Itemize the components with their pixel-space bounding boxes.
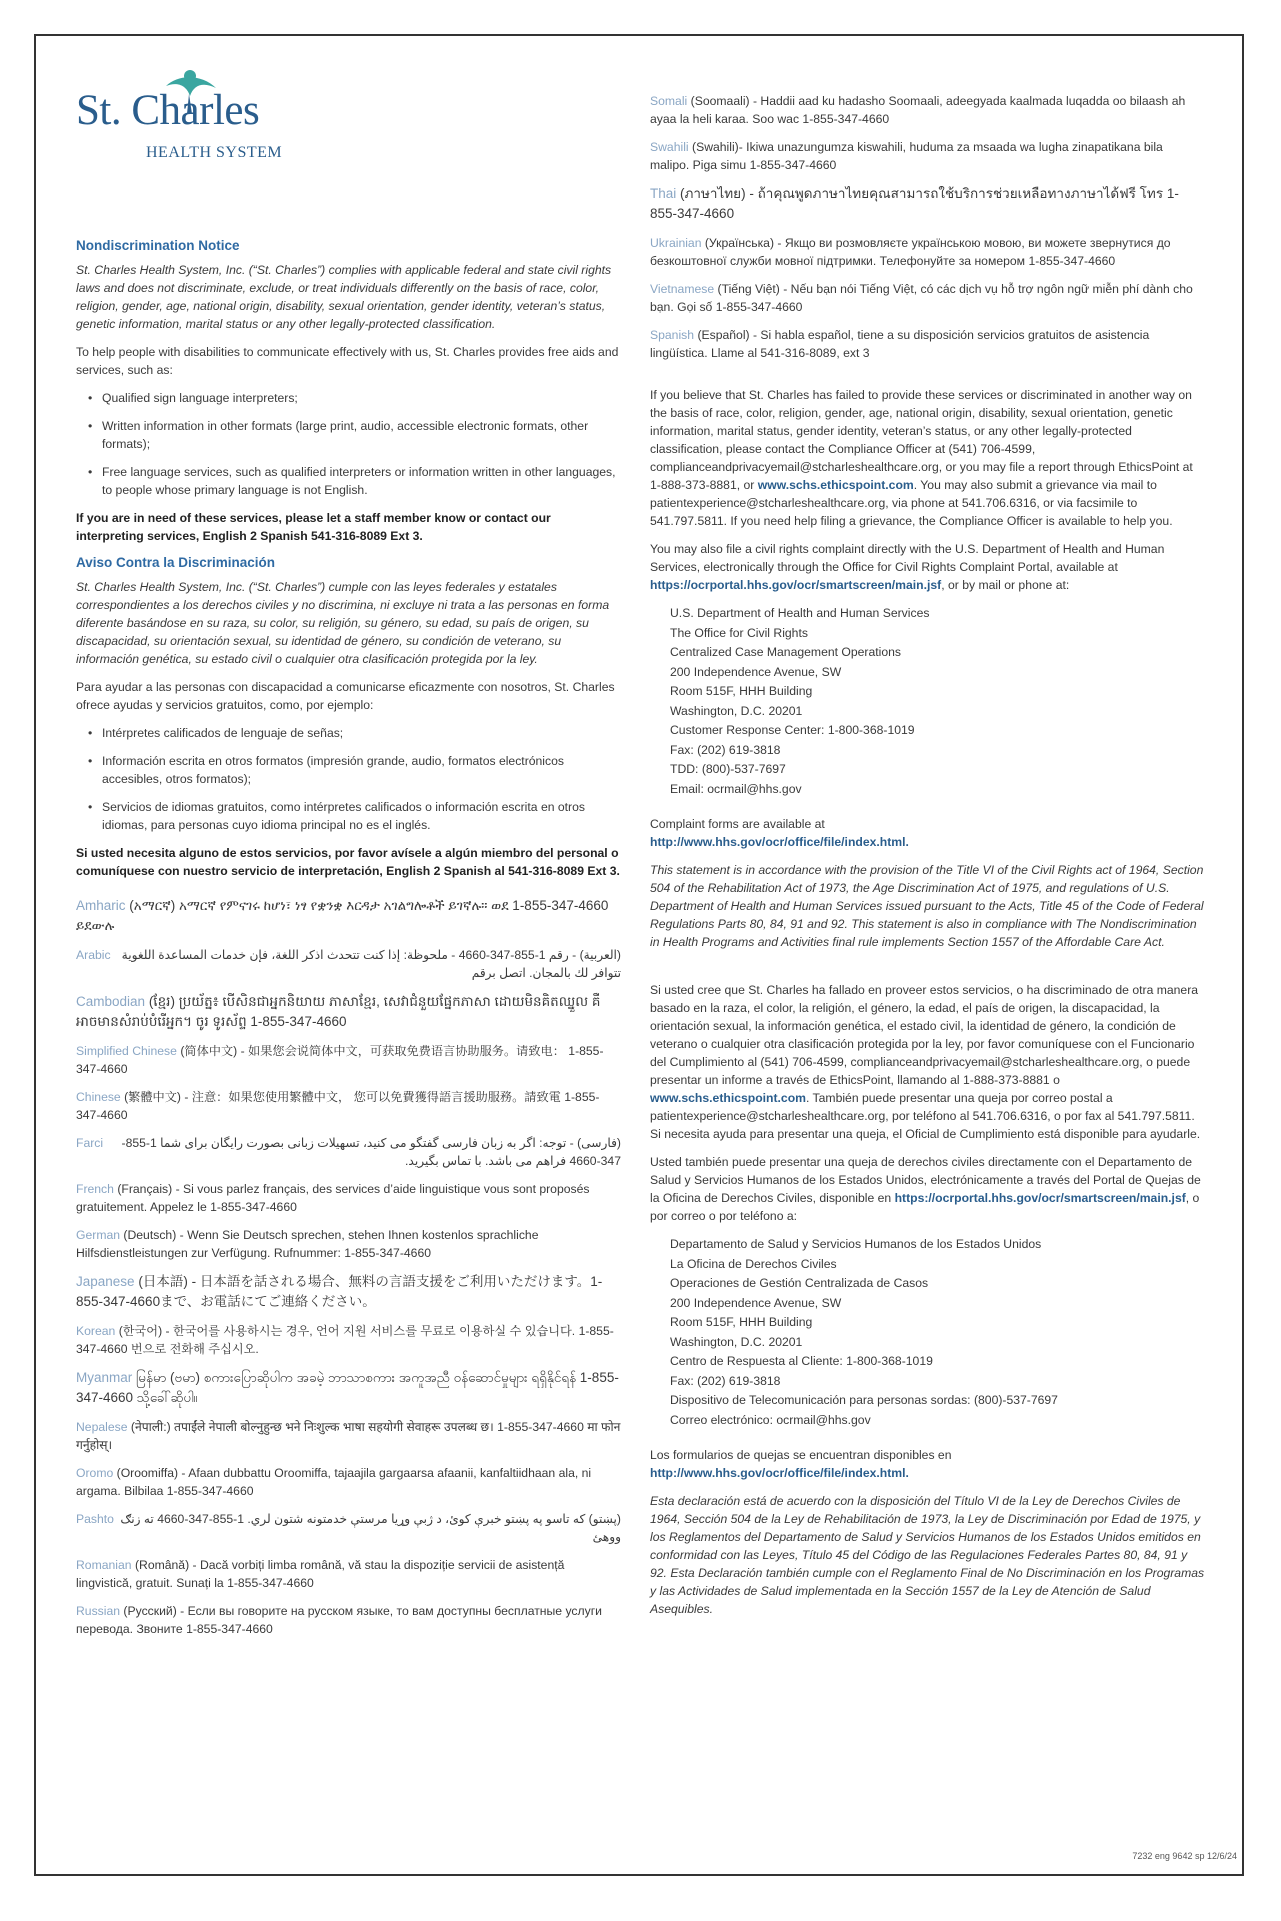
hhs-es-text: Usted también puede presentar una queja de derechos civiles directamente con el Departamento de Salud y Servicios Humanos de los Estados Unidos, electrónicamente a través del Portal de Quejas de la Oficina de Derechos Civiles, disponible en [650, 1155, 1201, 1205]
address-line: Washington, D.C. 20201 [670, 703, 803, 718]
language-notice-japanese [76, 1272, 621, 1312]
language-notice-cambodian [76, 992, 621, 1032]
ocr-portal-link[interactable]: https://ocrportal.hhs.gov/ocr/smartscreen/main.jsf [650, 578, 942, 592]
hhs-address-es [650, 1235, 1205, 1430]
forms-es-link[interactable]: http://www.hhs.gov/ocr/office/file/index.html. [650, 1466, 909, 1480]
language-name: Chinese [76, 1090, 121, 1104]
language-text: (پښتو) که تاسو په پښتو خبرې کوئ، د ژبې وړیا مرستې خدمتونه شتون لري. 1-855-347-4660 ته زنګ ووهئ [120, 1512, 621, 1544]
language-text: (Русский) - Если вы говорите на русском языке, то вам доступны бесплатные услуги перевода. Звоните 1-855-347-4660 [76, 1604, 602, 1636]
hhs-es-text-end: , o por correo o por teléfono a: [650, 1191, 1200, 1223]
language-name: Vietnamese [650, 282, 715, 296]
forms-es-label: Los formularios de quejas se encuentran disponibles en [650, 1448, 952, 1462]
language-name: Spanish [650, 328, 695, 342]
list-item: • Qualified sign language interpreters; [88, 389, 621, 407]
language-name: Arabic [76, 948, 111, 962]
ethicspoint-link[interactable]: www.schs.ethicspoint.com [757, 478, 914, 492]
language-text: (Deutsch) - Wenn Sie Deutsch sprechen, stehen Ihnen kostenlos sprachliche Hilfsdienstleistungen zur Verfügung. Rufnummer: 1-855-347-4660 [76, 1228, 539, 1260]
language-list-right [650, 92, 1205, 362]
language-name: Swahili [650, 140, 689, 154]
language-notice-ukrainian [650, 234, 1205, 270]
language-text: (Українська) - Якщо ви розмовляєте українською мовою, ви можете звернутися до безкоштовної служби мовної підтримки. Телефонуйте за номером 1-855-347-4660 [650, 236, 1171, 268]
language-name: Cambodian [76, 994, 146, 1009]
language-notice-swahili [650, 138, 1205, 174]
language-name: Nepalese [76, 1420, 128, 1434]
language-notice-pashto [76, 1510, 621, 1546]
address-line: Washington, D.C. 20201 [670, 1334, 803, 1349]
forms-en [650, 815, 1205, 851]
grievance-en-text-end: . You may also submit a grievance via mail to patientexperience@stcharleshealthcare.org, via phone at 541.706.6316, or via facsimile to 541.797.5811. If you need help filing a grievance, the Compliance Officer is available to help you. [650, 478, 1173, 528]
forms-es [650, 1446, 1205, 1482]
language-name: Korean [76, 1324, 116, 1338]
st-charles-logo [76, 60, 621, 170]
forms-en-label: Complaint forms are available at [650, 817, 825, 831]
address-line: Centro de Respuesta al Cliente: 1-800-368-1019 [670, 1354, 933, 1368]
heading-aviso: Aviso Contra la Discriminación [76, 555, 276, 570]
address-line: 200 Independence Avenue, SW [670, 664, 842, 679]
brand-tagline: HEALTH SYSTEM [146, 144, 283, 161]
forms-en-link[interactable]: http://www.hhs.gov/ocr/office/file/index.html. [650, 835, 909, 849]
language-name: Russian [76, 1604, 121, 1618]
language-text: (አማርኛ) አማርኛ የምናገሩ ከሆነ፣ ነፃ የቋንቋ እርዳታ አገልግሎቶች ይገኛሉ። ወደ 1-855-347-4660 ይደውሉ [76, 898, 609, 933]
language-notice-amharic [76, 896, 621, 936]
address-line: Email: ocrmail@hhs.gov [670, 781, 802, 796]
language-name: Romanian [76, 1558, 132, 1572]
language-notice-nepalese [76, 1418, 621, 1454]
spanish-contact: Si usted necesita alguno de estos servicios, por favor avísele a algún miembro del personal o comuníquese con nuestro servicio de interpretación, English 2 Spanish al 541-316-8089 Ext 3. [76, 846, 620, 878]
hhs-en-text-end: , or by mail or phone at: [941, 578, 1070, 592]
address-line: Centralized Case Management Operations [670, 645, 902, 659]
address-line: Correo electrónico: ocrmail@hhs.gov [670, 1412, 871, 1427]
heading-nondiscrimination: Nondiscrimination Notice [76, 238, 240, 253]
language-notice-german [76, 1226, 621, 1262]
address-line: TDD: (800)-537-7697 [670, 762, 786, 776]
list-item: • Written information in other formats (large print, audio, accessible electronic formats, other formats); [88, 417, 621, 453]
language-notice-spanish [650, 326, 1205, 362]
hhs-en-paragraph [650, 540, 1205, 594]
language-text: (नेपाली:) तपाईंले नेपाली बोल्नुहुन्छ भने निःशुल्क भाषा सहयोगी सेवाहरू उपलब्ध छ। 1-855-347-4660 मा फोन गर्नुहोस्। [76, 1420, 621, 1452]
address-line: Fax: (202) 619-3818 [670, 742, 781, 757]
language-notice-arabic [76, 946, 621, 982]
language-name: Ukrainian [650, 236, 702, 250]
hhs-address-en [650, 604, 1205, 799]
english-contact: If you are in need of these services, please let a staff member know or contact our interpreting services, English 2 Spanish 541-316-8089 Ext 3. [76, 511, 551, 543]
language-text: (Soomaali) - Haddii aad ku hadasho Soomaali, adeegyada kaalmada luqadda oo bilaash ah ayaa la heli karaa. Soo wac 1-855-347-4660 [650, 94, 1186, 126]
statement-en: This statement is in accordance with the provision of the Title VI of the Civil Rights act of 1964, Section 504 of the Rehabilitation Act of 1973, the Age Discrimination Act of 1975, and regulations of U.S. Department of Health and Human Services issued pursuant to the Acts, Title 45 of the Code of Federal Regulations Parts 80, 84, 91 and 92. This statement is also in compliance with The Nondiscrimination in Health Programs and Activities final rule implements Section 1557 of the Affordable Care Act. [650, 863, 1204, 949]
language-text: (فارسی) - توجه: اگر به زبان فارسی گفتگو می کنید، تسهیلات زبانی بصورت رایگان برای شما 1-855-347-4660 فراهم می باشد. با تماس بگیرید. [121, 1136, 621, 1168]
language-notice-simplified-chinese [76, 1042, 621, 1078]
language-name: Myanmar [76, 1370, 133, 1385]
language-name: Pashto [76, 1512, 114, 1526]
spanish-aids: Para ayudar a las personas con discapacidad a comunicarse eficazmente con nosotros, St. Charles ofrece ayudas y servicios gratuitos, como, por ejemplo: [76, 680, 615, 712]
left-column [76, 60, 621, 1648]
address-line: La Oficina de Derechos Civiles [670, 1256, 837, 1271]
language-notice-french [76, 1180, 621, 1216]
english-intro: St. Charles Health System, Inc. (“St. Charles”) complies with applicable federal and state civil rights laws and does not discriminate, exclude, or treat individuals differently on the basis of race, color, religion, gender, age, national origin, disability, sexual orientation, gender identity, veteran’s status, genetic information, marital status or any other legally-protected classification. [76, 263, 612, 331]
address-line: The Office for Civil Rights [670, 625, 808, 640]
language-name: German [76, 1228, 121, 1242]
address-line: Customer Response Center: 1-800-368-1019 [670, 723, 915, 737]
language-text: (ខ្មែរ) ប្រយ័ត្ន៖ បើសិនជាអ្នកនិយាយ ភាសាខ្មែរ, សេវាជំនួយផ្នែកភាសា ដោយមិនគិតឈ្នួល គឺអាចមានសំរាប់បំរើអ្នក។ ចូរ ទូរស័ព្ទ 1-855-347-4660 [76, 994, 601, 1029]
address-line: Departamento de Salud y Servicios Humanos de los Estados Unidos [670, 1237, 1042, 1251]
language-text: (Français) - Si vous parlez français, des services d’aide linguistique vous sont proposés gratuitement. Appelez le 1-855-347-4660 [76, 1182, 590, 1214]
language-text: (العربية) - رقم 1-855-347-4660 - ملحوظة: إذا كنت تتحدث اذكر اللغة، فإن خدمات المساعدة اللغوية تتوافر لك بالمجان. اتصل برقم [121, 948, 621, 980]
language-notice-oromo [76, 1464, 621, 1500]
language-notice-vietnamese [650, 280, 1205, 316]
grievance-es-paragraph [650, 981, 1205, 1143]
grievance-es-text: Si usted cree que St. Charles ha fallado en proveer estos servicios, o ha discriminado de otra manera basado en la raza, el color, la religión, el género, la edad, el país de origen, la discapacidad, la orientación sexual, la información genética, el estado civil, la identidad de género, la condición de veterano o cualquier otra clasificación protegida por la ley, por favor comuníquese con el Funcionario del Cumplimiento al (541) 706-4599, complianceandprivacyemail@stcharleshealthcare.org, o puede presentar un informe a través de EthicsPoint, llamando al 1-888-373-8881 o [650, 983, 1199, 1087]
form-code: 7232 eng 9642 sp 12/6/24 [1132, 1851, 1237, 1861]
statement-es: Esta declaración está de acuerdo con la disposición del Título VI de la Ley de Derechos Civiles de 1964, Sección 504 de la Ley de Rehabilitación de 1973, la Ley de Discriminación por Edad de 1975, y los Reglamentos del Departamento de Salud y Servicios Humanos de los Estados Unidos emitidos en conformidad con las Leyes, Título 45 del Código de las Regulaciones Federales Partes 80, 84, 91 y 92. Esta Declaración también cumple con el Reglamento Final de No Discriminación en los Programas y las Actividades de Salud implementada en la Sección 1557 de la Ley de Atención de Salud Asequibles. [650, 1494, 1205, 1616]
grievance-es-text-end: . También puede presentar una queja por correo postal a patientexperience@stcharleshealthcare.org, por teléfono al 541.706.6316, o por fax al 541.797.5811. Si necesita ayuda para presentar una queja, el Oficial de Cumplimiento está disponible para ayudarle. [650, 1091, 1201, 1141]
address-line: Dispositivo de Telecomunicación para personas sordas: (800)-537-7697 [670, 1393, 1058, 1407]
language-notice-myanmar [76, 1368, 621, 1408]
language-text: (Tiếng Việt) - Nếu bạn nói Tiếng Việt, có các dịch vụ hỗ trợ ngôn ngữ miễn phí dành cho bạn. Gọi số 1-855-347-4660 [650, 282, 1193, 314]
address-line: U.S. Department of Health and Human Services [670, 606, 930, 620]
language-text: (简体中文) - 如果您会说简体中文，可获取免费语言协助服务。请致电： 1-855-347-4660 [76, 1044, 604, 1076]
right-column [650, 92, 1205, 1628]
list-item: • Free language services, such as qualified interpreters or information written in other languages, to people whose primary language is not English. [88, 463, 621, 499]
language-name: Amharic [76, 898, 126, 913]
english-aids: To help people with disabilities to communicate effectively with us, St. Charles provides free aids and services, such as: [76, 345, 619, 377]
brand-name: St. Charles [76, 87, 260, 134]
language-notice-somali [650, 92, 1205, 128]
spanish-bullets [76, 724, 621, 834]
address-line: Room 515F, HHH Building [670, 684, 813, 698]
address-line: 200 Independence Avenue, SW [670, 1295, 842, 1310]
language-name: Thai [650, 186, 677, 201]
ocr-portal-link-es[interactable]: https://ocrportal.hhs.gov/ocr/smartscreen/main.jsf [894, 1191, 1186, 1205]
address-line: Room 515F, HHH Building [670, 1315, 813, 1329]
list-item: • Servicios de idiomas gratuitos, como intérpretes calificados o información escrita en otros idiomas, para personas cuyo idioma principal no es el inglés. [88, 798, 621, 834]
language-text: (ภาษาไทย) - ถ้าคุณพูดภาษาไทยคุณสามารถใช้บริการช่วยเหลือทางภาษาได้ฟรี โทร 1-855-347-4660 [650, 186, 1179, 221]
english-bullets [76, 389, 621, 499]
ethicspoint-link-es[interactable]: www.schs.ethicspoint.com [650, 1091, 806, 1105]
language-name: Farci [76, 1136, 104, 1150]
language-name: Simplified Chinese [76, 1044, 177, 1058]
language-text: (Oroomiffa) - Afaan dubbattu Oroomiffa, tajaajila gargaarsa afaanii, kanfaltiidhaan ala, ni argama. Bilbilaa 1-855-347-4660 [76, 1466, 592, 1498]
spanish-intro: St. Charles Health System, Inc. (“St. Charles”) cumple con las leyes federales y estatales correspondientes a los derechos civiles y no discrimina, ni excluye ni trata a las personas en forma diferente basándose en su raza, su color, su religión, su género, su edad, su país de origen, su discapacidad, su orientación sexual, su identidad de género, su condición de veterano, su información genética, su estado civil o cualquier otra clasificación protegida por la ley. [76, 580, 610, 666]
list-item: • Información escrita en otros formatos (impresión grande, audio, formatos electrónicos accesibles, otros formatos); [88, 752, 621, 788]
language-notice-thai [650, 184, 1205, 224]
language-name: Japanese [76, 1274, 135, 1289]
language-notice-romanian [76, 1556, 621, 1592]
grievance-en-text: If you believe that St. Charles has failed to provide these services or discriminated in another way on the basis of race, color, religion, gender, age, national origin, disability, sexual orientation, genetic information, marital status, gender identity, veteran’s status, or any other legally-protected classification, please contact the Compliance Officer at (541) 706-4599, complianceandprivacyemail@stcharleshealthcare.org, or you may file a report through EthicsPoint at 1-888-373-8881, or [650, 388, 1193, 492]
language-notice-chinese [76, 1088, 621, 1124]
list-item: • Intérpretes calificados de lenguaje de señas; [88, 724, 621, 742]
language-name: French [76, 1182, 114, 1196]
language-name: Somali [650, 94, 688, 108]
language-name: Oromo [76, 1466, 114, 1480]
language-notice-korean [76, 1322, 621, 1358]
language-notice-russian [76, 1602, 621, 1638]
grievance-en-paragraph [650, 386, 1205, 530]
address-line: Operaciones de Gestión Centralizada de Casos [670, 1276, 929, 1290]
language-text: (Español) - Si habla español, tiene a su disposición servicios gratuitos de asistencia lingüística. Llame al 541-316-8089, ext 3 [650, 328, 1150, 360]
language-list-left [76, 896, 621, 1638]
hhs-en-text: You may also file a civil rights complaint directly with the U.S. Department of Health and Human Services, electronically through the Office for Civil Rights Complaint Portal, available at [650, 542, 1165, 574]
language-notice-farci [76, 1134, 621, 1170]
language-text: (Swahili)- Ikiwa unazungumza kiswahili, huduma za msaada wa lugha zinapatikana bila malipo. Piga simu 1-855-347-4660 [650, 140, 1163, 172]
address-line: Fax: (202) 619-3818 [670, 1373, 781, 1388]
language-text: (日本語) - 日本語を話される場合、無料の言語支援をご利用いただけます。1-855-347-4660まで、お電話にてご連絡ください。 [76, 1274, 603, 1309]
hhs-es-paragraph [650, 1153, 1205, 1225]
language-text: မြန်မာ (ဗမာ) စကားပြောဆိုပါက အခမဲ့ ဘာသာစကား အကူအညီ ဝန်ဆောင်မှုများ ရရှိနိုင်ရန် 1-855-347-4660 သို့ခေါ်ဆိုပါ။ [76, 1370, 619, 1405]
language-text: (한국어) - 한국어를 사용하시는 경우, 언어 지원 서비스를 무료로 이용하실 수 있습니다. 1-855-347-4660 번으로 전화해 주십시오. [76, 1324, 614, 1356]
language-text: (繁體中文) - 注意：如果您使用繁體中文， 您可以免費獲得語言援助服務。請致電 1-855-347-4660 [76, 1090, 600, 1122]
language-text: (Română) - Dacă vorbiți limba română, vă stau la dispoziție servicii de asistență lingvistică, gratuit. Sunați la 1-855-347-4660 [76, 1558, 565, 1590]
